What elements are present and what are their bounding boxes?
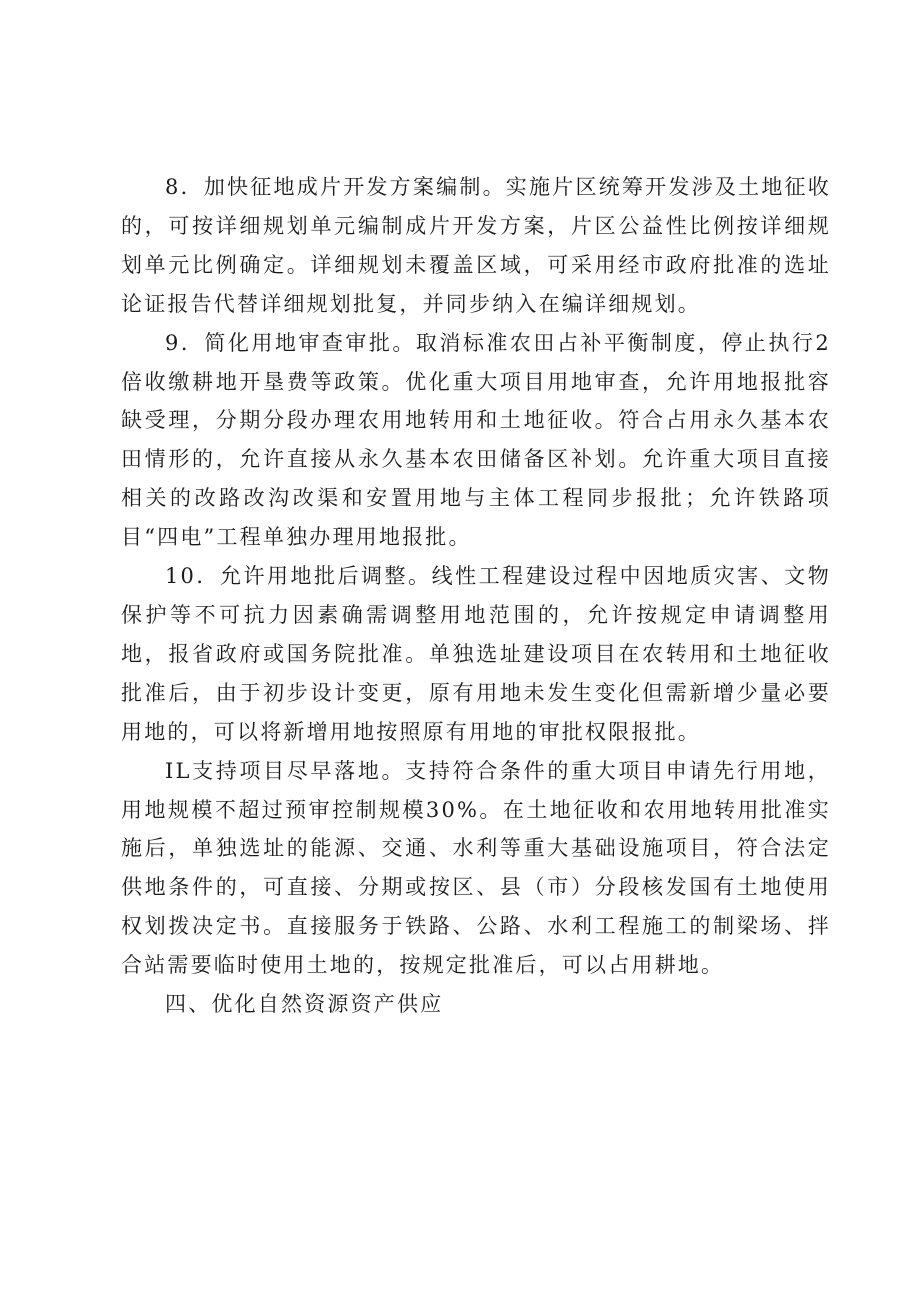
- document-body: [121, 168, 831, 1024]
- paragraph-10: 10．允许用地批后调整。线性工程建设过程中因地质灾害、文物保护等不可抗力因素确需调整用地范围的，允许按规定申请调整用地，报省政府或国务院批准。单独选址建设项目在农转用和土地征收批准后，由于初步设计变更，原有用地未发生变化但需新增少量必要用地的，可以将新增用地按照原有用地的审批权限报批。: [121, 564, 831, 744]
- paragraph-9: 9．简化用地审查审批。取消标准农田占补平衡制度，停止执行2倍收缴耕地开垦费等政策。优化重大项目用地审查，允许用地报批容缺受理，分期分段办理农用地转用和土地征收。符合占用永久基本农田情形的，允许直接从永久基本农田储备区补划。允许重大项目直接相关的改路改沟改渠和安置用地与主体工程同步报批；允许铁路项目“四电”工程单独办理用地报批。: [121, 330, 831, 550]
- section-heading-4: 四、优化自然资源资产供应: [165, 992, 444, 1017]
- paragraph-8: 8．加快征地成片开发方案编制。实施片区统筹开发涉及土地征收的，可按详细规划单元编制成片开发方案，片区公益性比例按详细规划单元比例确定。详细规划未覆盖区域，可采用经市政府批准的选址论证报告代替详细规划批复，并同步纳入在编详细规划。: [121, 175, 831, 316]
- paragraph-11: IL支持项目尽早落地。支持符合条件的重大项目申请先行用地，用地规模不超过预审控制规模30%。在土地征收和农用地转用批准实施后，单独选址的能源、交通、水利等重大基础设施项目，符合法定供地条件的，可直接、分期或按区、县（市）分段核发国有土地使用权划拨决定书。直接服务于铁路、公路、水利工程施工的制梁场、拌合站需要临时使用土地的，按规定批准后，可以占用耕地。: [121, 758, 831, 978]
